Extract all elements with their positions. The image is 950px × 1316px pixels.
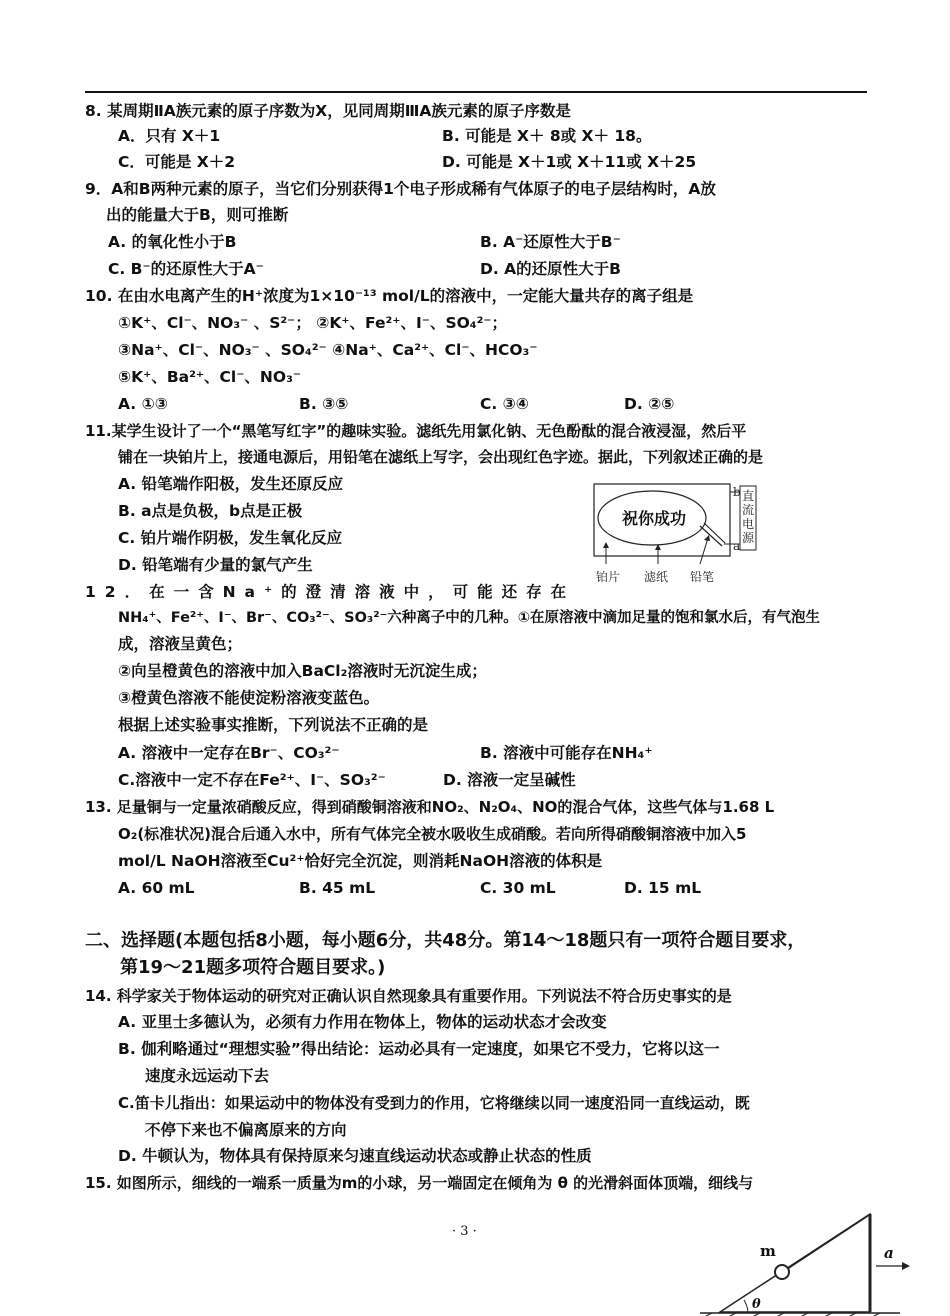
q10-option-b: B. ③⑤: [299, 395, 349, 413]
q11-stem-1: 11.某学生设计了一个“黑笔写红字”的趣味实验。滤纸先用氯化钠、无色酚酞的混合液浸湿，然后平: [85, 422, 747, 440]
q10-group-2: ③Na⁺、Cl⁻、NO₃⁻ 、SO₄²⁻ ④Na⁺、Ca²⁺、Cl⁻、HCO₃⁻: [118, 341, 538, 359]
q10-stem: 10. 在由水电离产生的H⁺浓度为1×10⁻¹³ mol/L的溶液中，一定能大量共存的离子组是: [85, 287, 694, 305]
q10-option-d: D. ②⑤: [624, 395, 675, 413]
q12-statement-2: ②向呈橙黄色的溶液中加入BaCl₂溶液时无沉淀生成；: [118, 662, 487, 680]
q12-option-a: A. 溶液中一定存在Br⁻、CO₃²⁻: [118, 744, 340, 762]
q11-stem-2: 铺在一块铂片上，接通电源后，用铅笔在滤纸上写字，会出现红色字迹。据此，下列叙述正确的是: [118, 448, 764, 466]
q14-option-c-2: 不停下来也不偏离原来的方向: [145, 1121, 347, 1139]
section-2-heading-2: 第19～21题多项符合题目要求。): [120, 957, 386, 978]
q12-stem-3: 成，溶液呈黄色；: [118, 635, 243, 653]
page-number: · 3 ·: [452, 1224, 477, 1239]
q8-stem: 8. 某周期ⅡA族元素的原子序数为X，见同周期ⅢA族元素的原子序数是: [85, 102, 571, 120]
q14-option-b-2: 速度永远运动下去: [145, 1067, 270, 1085]
q13-stem-3: mol/L NaOH溶液至Cu²⁺恰好完全沉淀，则消耗NaOH溶液的体积是: [118, 852, 603, 870]
label-m: m: [760, 1242, 776, 1260]
q13-option-c: C. 30 mL: [480, 879, 556, 897]
q14-option-b-1: B. 伽利略通过“理想实验”得出结论：运动必具有一定速度，如果它不受力，它将以这一: [118, 1040, 720, 1058]
label-platinum: 铂片: [596, 570, 621, 584]
q12-option-d: D. 溶液一定呈碱性: [443, 771, 576, 789]
q12-stem-1: 12．在一含Na⁺的澄清溶液中，可能还存在: [85, 583, 576, 601]
label-b: b: [733, 485, 741, 499]
q8-option-b: B. 可能是 X＋ 8或 X＋ 18。: [442, 127, 652, 145]
q9-stem-2: 出的能量大于B，则可推断: [106, 206, 289, 224]
source-char-4: 源: [742, 531, 755, 545]
q9-stem-1: 9．A和B两种元素的原子，当它们分别获得1个电子形成稀有气体原子的电子层结构时，A放: [85, 180, 716, 198]
q13-option-d: D. 15 mL: [624, 879, 702, 897]
source-char-2: 流: [742, 503, 755, 517]
figure-center-text: 祝你成功: [622, 509, 687, 528]
q10-group-3: ⑤K⁺、Ba²⁺、Cl⁻、NO₃⁻: [118, 368, 302, 386]
label-filter: 滤纸: [644, 570, 669, 584]
label-a: a: [884, 1244, 894, 1262]
q11-option-c: C. 铂片端作阴极，发生氧化反应: [118, 529, 343, 547]
q10-option-c: C. ③④: [480, 395, 529, 413]
section-2-heading-1: 二、选择题(本题包括8小题，每小题6分，共48分。第14～18题只有一项符合题目要求，: [85, 930, 806, 951]
q15-stem: 15. 如图所示，细线的一端系一质量为m的小球，另一端固定在倾角为 θ 的光滑斜面体顶端，细线与: [85, 1174, 754, 1192]
header-rule: [85, 91, 867, 93]
q11-option-b: B. a点是负极，b点是正极: [118, 502, 303, 520]
incline-figure: [700, 1200, 930, 1316]
q9-option-a: A. 的氧化性小于B: [108, 233, 237, 251]
q13-option-a: A. 60 mL: [118, 879, 195, 897]
q12-option-c: C.溶液中一定不存在Fe²⁺、I⁻、SO₃²⁻: [118, 771, 386, 789]
source-char-3: 电: [742, 517, 755, 531]
q12-stem-2: NH₄⁺、Fe²⁺、I⁻、Br⁻、CO₃²⁻、SO₃²⁻六种离子中的几种。①在原溶液中滴加足量的饱和氯水后，有气泡生: [118, 610, 821, 626]
ball: [775, 1265, 789, 1279]
source-char-1: 直: [742, 489, 755, 503]
q9-option-b: B. A⁻还原性大于B⁻: [480, 233, 621, 251]
q8-option-a: A．只有 X＋1: [118, 127, 221, 145]
q12-option-b: B. 溶液中可能存在NH₄⁺: [480, 744, 653, 762]
q14-option-d: D. 牛顿认为，物体具有保持原来匀速直线运动状态或静止状态的性质: [118, 1147, 592, 1165]
q13-stem-1: 13. 足量铜与一定量浓硝酸反应，得到硝酸铜溶液和NO₂、N₂O₄、NO的混合气体，这些气体与1.68 L: [85, 798, 775, 816]
q8-option-c: C．可能是 X＋2: [118, 153, 236, 171]
q11-option-a: A. 铅笔端作阳极，发生还原反应: [118, 475, 344, 493]
q13-stem-2: O₂(标准状况)混合后通入水中，所有气体完全被水吸收生成硝酸。若向所得硝酸铜溶液中加入5: [118, 825, 747, 843]
q10-group-1: ①K⁺、Cl⁻、NO₃⁻ 、S²⁻； ②K⁺、Fe²⁺、I⁻、SO₄²⁻；: [118, 314, 508, 332]
label-a: a: [733, 539, 741, 553]
q14-option-a: A. 亚里士多德认为，必须有力作用在物体上，物体的运动状态才会改变: [118, 1013, 607, 1031]
q9-option-d: D. A的还原性大于B: [480, 260, 621, 278]
incline-body: [720, 1214, 870, 1312]
label-theta: θ: [752, 1297, 761, 1312]
q14-option-c-1: C.笛卡儿指出：如果运动中的物体没有受到力的作用，它将继续以同一速度沿同一直线运动，既: [118, 1094, 750, 1112]
q13-option-b: B. 45 mL: [299, 879, 376, 897]
q12-statement-3: ③橙黄色溶液不能使淀粉溶液变蓝色。: [118, 689, 380, 707]
q12-question: 根据上述实验事实推断，下列说法不正确的是: [118, 716, 429, 734]
q10-option-a: A. ①③: [118, 395, 168, 413]
q11-option-d: D. 铅笔端有少量的氯气产生: [118, 556, 313, 574]
label-pencil: 铅笔: [690, 570, 715, 584]
string: [786, 1216, 868, 1270]
q14-stem: 14. 科学家关于物体运动的研究对正确认识自然现象具有重要作用。下列说法不符合历史事实的是: [85, 987, 732, 1005]
q8-option-d: D. 可能是 X＋1或 X＋11或 X＋25: [442, 153, 697, 171]
electrolysis-figure: [590, 478, 790, 590]
q9-option-c: C. B⁻的还原性大于A⁻: [108, 260, 264, 278]
